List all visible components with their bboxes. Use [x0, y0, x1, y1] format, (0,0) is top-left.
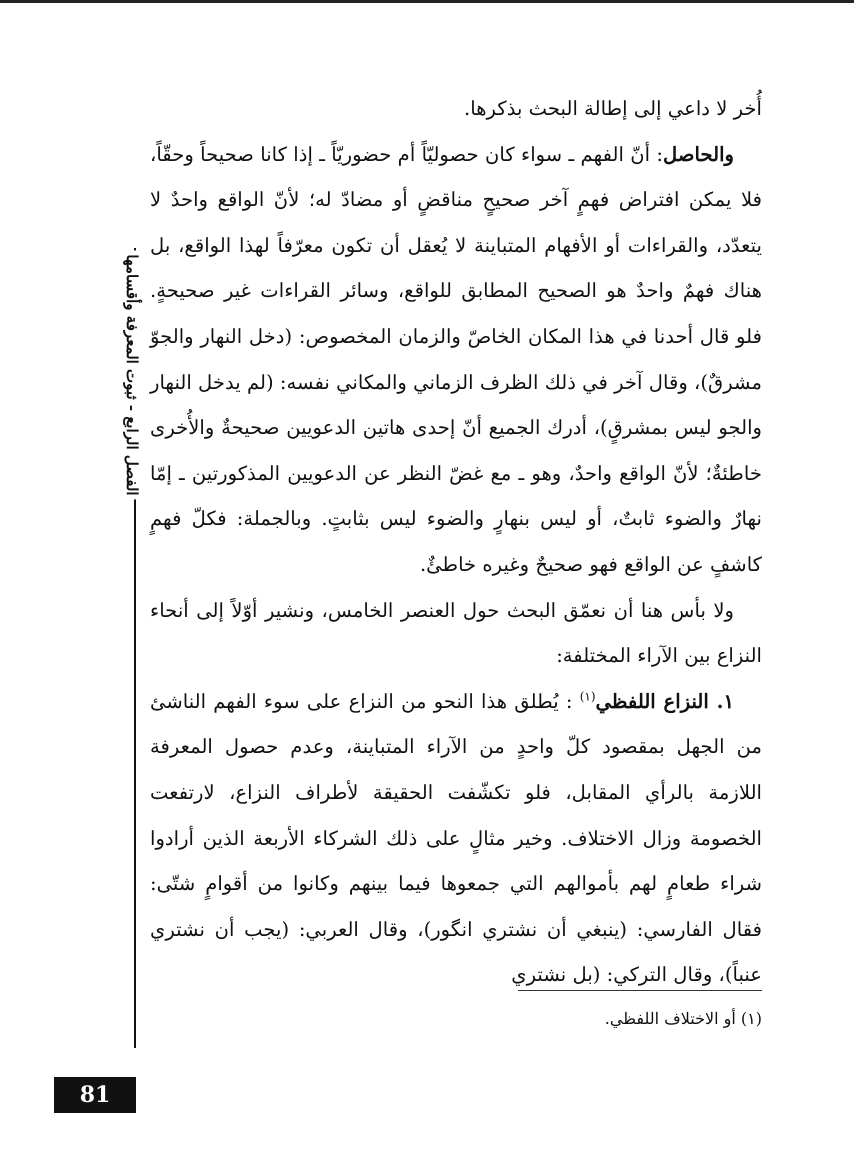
top-border	[0, 0, 854, 3]
footnote: (١) أو الاختلاف اللفظي.	[604, 1009, 762, 1028]
paragraph-text: : يُطلق هذا النحو من النزاع على سوء الفهم الناشئ من الجهل بمقصود كلّ واحدٍ من الآراء المتباينة، وعدم حصول المعرفة اللازمة بالرأي المقابل، فلو تكشّفت الحقيقة لأطراف النزاع، لارتفعت الخصومة وزال الاختلاف. وخير مثالٍ على ذلك الشركاء الأربعة الذين أرادوا شراء طعامٍ لهم بأموالهم التي جمعوها فيما بينهم وكانوا من أقوامٍ شتّى: فقال الفارسي: (ينبغي أن نشتري انگور)، وقال العربي: (يجب أن نشتري عنباً)، وقال التركي: (بل نشتري	[150, 689, 762, 987]
footnote-marker: (١)	[579, 689, 596, 704]
paragraph-text: أُخر لا داعي إلى إطالة البحث بذكرها.	[464, 97, 762, 120]
paragraph-text: ولا بأس هنا أن نعمّق البحث حول العنصر الخامس، ونشير أوّلاً إلى أنحاء النزاع بين الآراء المختلفة:	[150, 598, 762, 668]
footnote-divider	[518, 990, 762, 991]
paragraph-3	[150, 588, 762, 679]
paragraph-text: : أنّ الفهم ـ سواء كان حصوليّاً أم حضوريّاً ـ إذا كانا صحيحاً وحقّاً، فلا يمكن افتراض فهمٍ آخر صحيحٍ مناقضٍ أو مضادّ له؛ لأنّ الواقع واحدٌ لا يتعدّد، والقراءات أو الأفهام المتباينة لا يُعقل أن تكون معرّفاً لهذا الواقع، بل هناك فهمٌ واحدٌ هو الصحيح المطابق للواقع، وسائر القراءات غير صحيحةٍ. فلو قال أحدنا في هذا المكان الخاصّ والزمان المخصوص: (دخل النهار والجوّ مشرقٌ)، وقال آخر في ذلك الظرف الزماني والمكاني نفسه: (لم يدخل النهار والجو ليس بمشرقٍ)، أدرك الجميع أنّ إحدى هاتين الدعويين صحيحةٌ والأُخرى خاطئةٌ؛ لأنّ الواقع واحدٌ، وهو ـ مع غضّ النظر عن الدعويين المذكورتين ـ إمّا نهارٌ والضوء ثابتٌ، أو ليس بنهارٍ والضوء ليس بثابتٍ. وبالجملة: فكلّ فهمٍ كاشفٍ عن الواقع فهو صحيحٌ وغيره خاطئٌ.	[150, 142, 762, 576]
paragraph-1	[150, 86, 762, 132]
paragraph-lead: ١. النزاع اللفظي	[595, 689, 734, 713]
main-text	[150, 86, 762, 998]
chapter-side-label-text: الفصل الرابع - ثبوت المعرفة وأقسامها	[123, 250, 141, 499]
paragraph-lead: والحاصل	[663, 142, 734, 166]
paragraph-2	[150, 132, 762, 588]
page-number: 81	[54, 1077, 136, 1113]
paragraph-4	[150, 679, 762, 998]
